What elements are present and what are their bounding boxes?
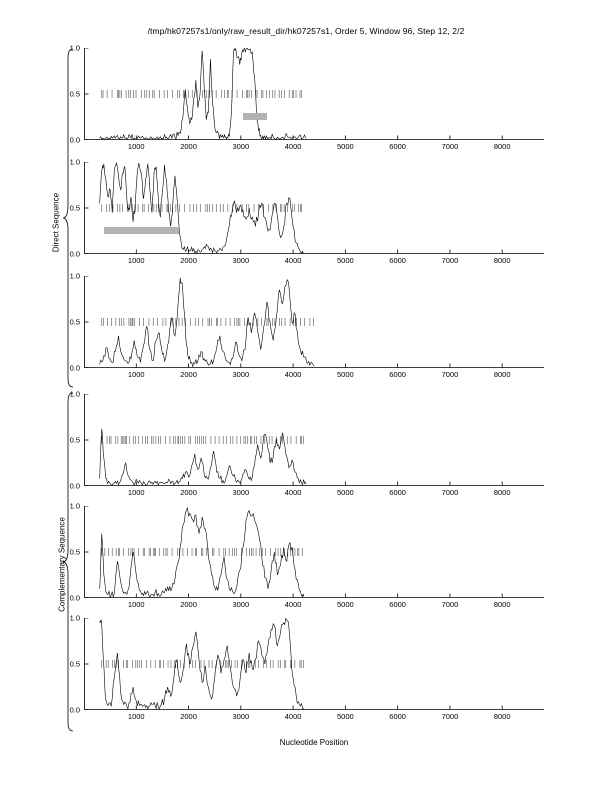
marker-ticks bbox=[102, 548, 303, 556]
axes-direct-frame-3 bbox=[84, 276, 544, 368]
x-tick-label: 5000 bbox=[337, 370, 354, 379]
plot-panel-direct-frame-2 bbox=[69, 157, 544, 265]
x-tick-label: 2000 bbox=[180, 142, 197, 151]
y-tick-label: 0.5 bbox=[69, 547, 80, 557]
marker-ticks bbox=[102, 660, 304, 668]
y-tick-label: 0.5 bbox=[69, 435, 80, 445]
x-tick-label: 3000 bbox=[232, 142, 250, 151]
x-tick-label: 3000 bbox=[232, 488, 250, 497]
x-tick-label: 8000 bbox=[493, 256, 511, 265]
x-tick-label: 8000 bbox=[493, 600, 511, 609]
highlight-band bbox=[104, 227, 179, 233]
y-tick-label: 1.0 bbox=[69, 157, 80, 167]
x-tick-label: 8000 bbox=[493, 370, 511, 379]
x-tick-label: 3000 bbox=[232, 370, 250, 379]
x-tick-label: 6000 bbox=[389, 256, 406, 265]
x-tick-label: 1000 bbox=[127, 488, 145, 497]
y-tick-label: 0.0 bbox=[69, 593, 80, 603]
y-tick-label: 1.0 bbox=[69, 389, 80, 399]
x-tick-label: 6000 bbox=[389, 370, 406, 379]
x-tick-label: 3000 bbox=[232, 712, 250, 721]
x-tick-label: 2000 bbox=[180, 488, 197, 497]
axes-complementary-frame-1 bbox=[84, 394, 544, 486]
y-tick-label: 0.0 bbox=[69, 363, 80, 373]
axes-complementary-frame-2 bbox=[84, 506, 544, 598]
x-tick-label: 5000 bbox=[337, 488, 354, 497]
x-tick-label: 4000 bbox=[284, 600, 302, 609]
x-tick-label: 7000 bbox=[441, 256, 459, 265]
x-tick-label: 2000 bbox=[180, 256, 197, 265]
x-tick-label: 2000 bbox=[180, 370, 197, 379]
x-tick-label: 1000 bbox=[127, 600, 145, 609]
x-tick-label: 7000 bbox=[441, 712, 459, 721]
figure-title: /tmp/hk07257s1/only/raw_result_dir/hk07257s1, Order 5, Window 96, Step 12, 2/2 bbox=[147, 26, 465, 36]
y-tick-label: 0.5 bbox=[69, 659, 80, 669]
x-tick-label: 6000 bbox=[389, 712, 406, 721]
x-tick-label: 1000 bbox=[127, 256, 145, 265]
x-tick-label: 3000 bbox=[232, 256, 250, 265]
y-tick-label: 1.0 bbox=[69, 613, 80, 623]
x-tick-label: 7000 bbox=[441, 600, 459, 609]
y-tick-label: 0.5 bbox=[69, 203, 80, 213]
x-tick-label: 5000 bbox=[337, 256, 354, 265]
x-tick-label: 6000 bbox=[389, 142, 406, 151]
x-tick-label: 5000 bbox=[337, 142, 354, 151]
x-tick-label: 8000 bbox=[493, 488, 511, 497]
x-tick-label: 7000 bbox=[441, 142, 459, 151]
signal-trace bbox=[100, 429, 306, 485]
x-tick-label: 1000 bbox=[127, 142, 145, 151]
group-label-direct: Direct Sequence bbox=[51, 192, 61, 253]
x-tick-label: 4000 bbox=[284, 488, 302, 497]
x-tick-label: 8000 bbox=[493, 142, 511, 151]
x-tick-label: 2000 bbox=[180, 712, 197, 721]
x-tick-label: 6000 bbox=[389, 488, 406, 497]
y-tick-label: 0.5 bbox=[69, 317, 80, 327]
x-tick-label: 5000 bbox=[337, 600, 354, 609]
x-tick-label: 1000 bbox=[127, 712, 145, 721]
x-tick-label: 7000 bbox=[441, 370, 459, 379]
y-tick-label: 1.0 bbox=[69, 501, 80, 511]
axes-direct-frame-1 bbox=[84, 48, 544, 140]
x-tick-label: 7000 bbox=[441, 488, 459, 497]
x-tick-label: 8000 bbox=[493, 712, 511, 721]
x-tick-label: 3000 bbox=[232, 600, 250, 609]
y-tick-label: 1.0 bbox=[69, 271, 80, 281]
x-tick-label: 4000 bbox=[284, 370, 302, 379]
plot-panel-complementary-frame-1 bbox=[69, 389, 544, 497]
x-tick-label: 1000 bbox=[127, 370, 145, 379]
plot-panel-direct-frame-1 bbox=[69, 43, 544, 151]
x-tick-label: 4000 bbox=[284, 712, 302, 721]
y-tick-label: 0.0 bbox=[69, 249, 80, 259]
marker-ticks bbox=[102, 318, 314, 326]
x-tick-label: 4000 bbox=[284, 142, 302, 151]
x-tick-label: 5000 bbox=[337, 712, 354, 721]
highlight-band bbox=[243, 113, 267, 119]
y-tick-label: 1.0 bbox=[69, 43, 80, 53]
x-tick-label: 2000 bbox=[180, 600, 197, 609]
y-tick-label: 0.0 bbox=[69, 705, 80, 715]
x-tick-label: 6000 bbox=[389, 600, 406, 609]
plot-panel-complementary-frame-3 bbox=[69, 613, 544, 721]
y-tick-label: 0.0 bbox=[69, 135, 80, 145]
axes-direct-frame-2 bbox=[84, 162, 544, 254]
axes-complementary-frame-3 bbox=[84, 618, 544, 710]
marker-ticks bbox=[102, 436, 304, 444]
marker-ticks bbox=[102, 90, 302, 98]
y-tick-label: 0.5 bbox=[69, 89, 80, 99]
group-label-complementary: Complementary Sequence bbox=[57, 517, 67, 612]
plot-panel-complementary-frame-2 bbox=[69, 501, 544, 609]
x-axis-title: Nucleotide Position bbox=[279, 738, 349, 747]
x-tick-label: 4000 bbox=[284, 256, 302, 265]
y-tick-label: 0.0 bbox=[69, 481, 80, 491]
plot-panel-direct-frame-3 bbox=[69, 271, 544, 379]
